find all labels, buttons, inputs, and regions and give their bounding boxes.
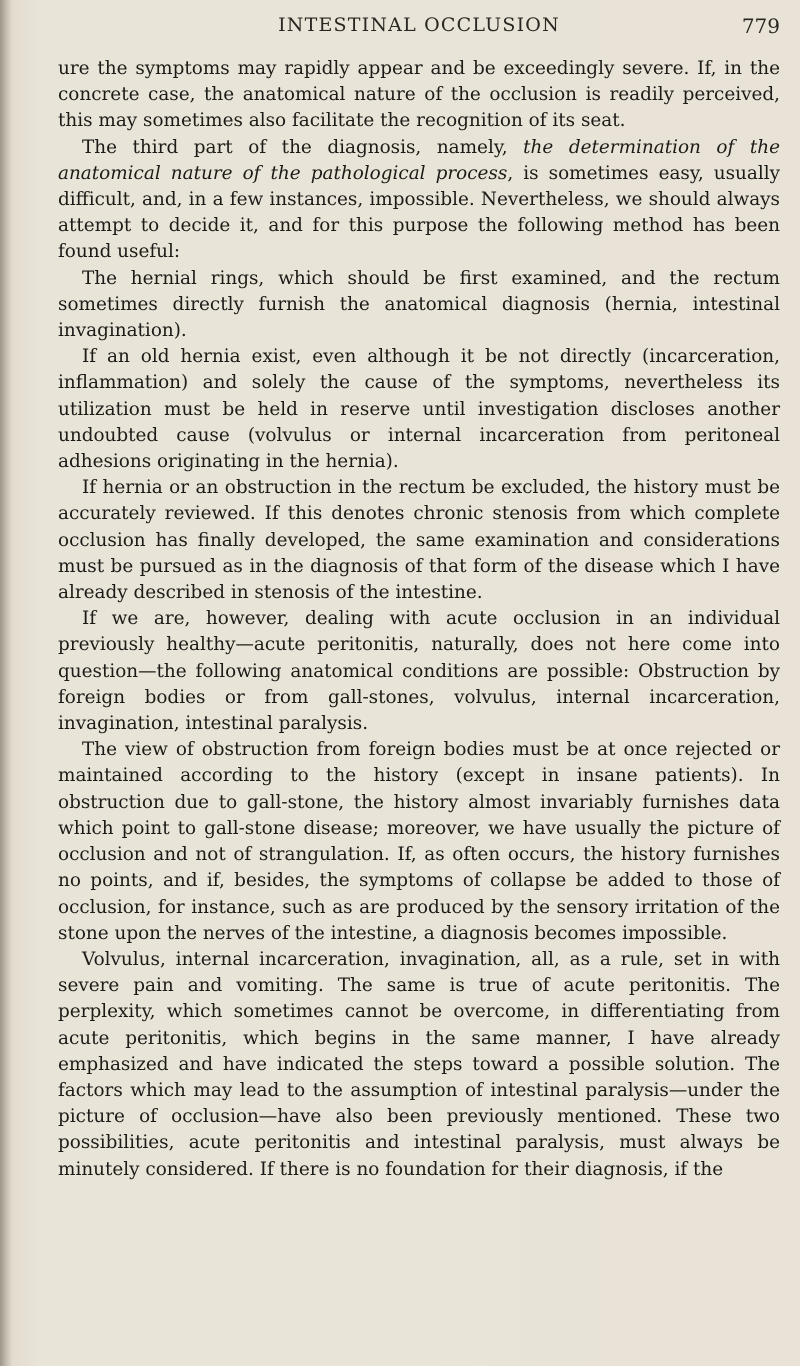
paragraph-anatomical-nature: [58, 135, 780, 266]
paragraph-text-before-italic: The third part of the diagnosis, namely,: [82, 136, 524, 158]
page-number: 779: [741, 14, 780, 38]
paragraph-volvulus: Volvulus, internal incarceration, invagination, all, as a rule, set in with severe pain and vomiting. The same is true of acute peritonitis. The perplexity, which sometimes cannot be overcome, in differentiating from acute peritonitis, which begins in the same manner, I have already emphasized and have indicated the steps toward a possible solution. The factors which may lead to the assumption of intestinal paralysis—under the picture of occlusion—have also been previously mentioned. These two possibilities, acute peritonitis and intestinal paralysis, must always be minutely considered. If there is no foundation for their diagnosis, if the: [58, 948, 780, 1180]
paragraph-acute-occlusion: If we are, however, dealing with acute occlusion in an individual previously healthy—acute peritonitis, naturally, does not here come into question—the following anatomical conditions are possible: Obstruction by foreign bodies or from gall-stones, volvulus, internal incarceration, invagination, intestinal paralysis.: [58, 608, 780, 735]
italic-phrase: the determination of the anatomical nature of the pathological process: [58, 136, 780, 184]
paragraph-history-review: If hernia or an obstruction in the rectum be excluded, the history must be accurately reviewed. If this denotes chronic stenosis from which complete occlusion has finally developed, the same examination and considerations must be pursued as in the diagnosis of that form of the disease which I have already described in stenosis of the intestine.: [58, 477, 780, 604]
paragraph-text-after-italic: , is sometimes easy, usually difficult, and, in a few instances, impossible. Nevertheless, we should always attempt to decide it, and for this purpose the following method has been found useful:: [58, 162, 780, 263]
body-text: [58, 56, 780, 1183]
page-header: [58, 14, 780, 46]
paragraph-hernial-rings: The hernial rings, which should be first examined, and the rectum sometimes directly furnish the anatomical diagnosis (hernia, intestinal invagination).: [58, 267, 780, 342]
binding-gutter: [0, 0, 12, 1366]
paragraph-foreign-bodies: The view of obstruction from foreign bodies must be at once rejected or maintained according to the history (except in insane patients). In obstruction due to gall-stone, the history almost invariably furnishes data which point to gall-stone disease; moreover, we have usually the picture of occlusion and not of strangulation. If, as often occurs, the history furnishes no points, and if, besides, the symptoms of collapse be added to those of occlusion, for instance, such as are produced by the sensory irritation of the stone upon the nerves of the intestine, a diagnosis becomes impossible.: [58, 739, 780, 944]
running-head: INTESTINAL OCCLUSION: [278, 14, 560, 36]
paragraph-old-hernia: If an old hernia exist, even although it be not directly (incarceration, inflammation) and solely the cause of the symptoms, nevertheless its utilization must be held in reserve until investigation discloses another undoubted cause (volvulus or internal incarceration from peritoneal adhesions originating in the hernia).: [58, 346, 780, 473]
paragraph-continuation: ure the symptoms may rapidly appear and be exceedingly severe. If, in the concrete case, the anatomical nature of the occlusion is readily perceived, this may sometimes also facilitate the recognition of its seat.: [58, 58, 780, 132]
